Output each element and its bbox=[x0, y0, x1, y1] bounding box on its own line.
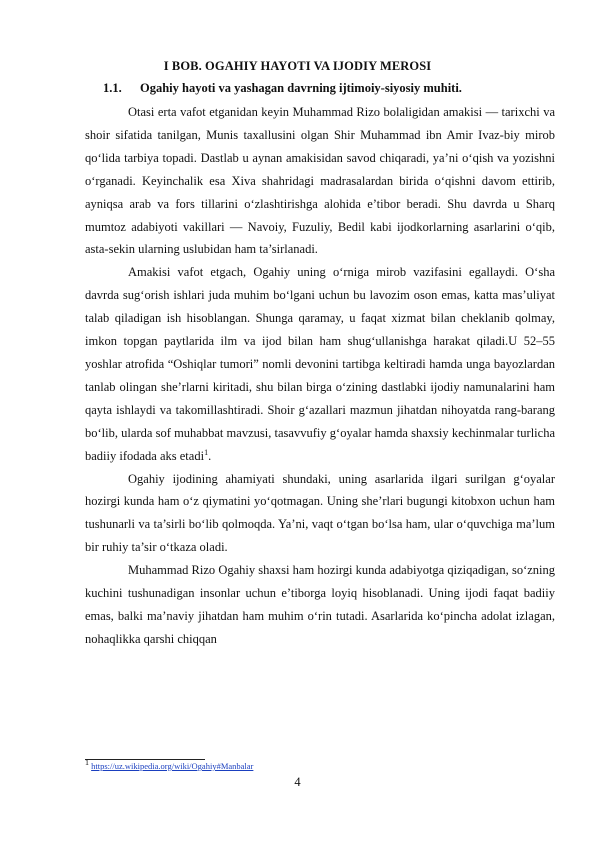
paragraph-text: Otasi erta vafot etganidan keyin Muhammad Rizo bolaligidan amakisi — tarixchi va shoir sifatida tanilgan, Munis taxallusini olgan Shir Muhammad ibn Amir Ivaz-biy mirob qo‘lida tarbiya topadi. Dastlab u aynan amakisidan savod chiqaradi, ya’ni o‘qish va yozishni o‘rganadi. Keyinchalik esa Xiva shahridagi madrasalardan birida o‘qishni davom ettirib, ayniqsa arab va fors tillarini o‘zlashtirishga alohida e’tibor beradi. Shu davrda u Sharq mumtoz adabiyoti vakillari — Navoiy, Fuzuliy, Bedil kabi ijodkorlarning asarlarini o‘qib, asta-sekin ularning uslubidan ham ta’sirlanadi. bbox=[85, 105, 555, 257]
paragraph bbox=[85, 468, 555, 560]
paragraph bbox=[85, 559, 555, 651]
body-text bbox=[85, 101, 555, 651]
section-number: 1.1. bbox=[103, 81, 122, 95]
footnote-link[interactable]: https://uz.wikipedia.org/wiki/Ogahiy#Manbalar bbox=[91, 761, 254, 771]
paragraph-text: Amakisi vafot etgach, Ogahiy uning o‘rniga mirob vazifasini egallaydi. O‘sha davrda sug‘orish ishlari juda muhim bo‘lgani uchun bu lavozim oson emas, katta mas’uliyat talab qiladigan ish hisoblangan. Shunga qaramay, u faqat xizmat bilan cheklanib qolmay, imkon topgan paytlarida ilm va ijod bilan ham shug‘ullanishga harakat qiladi.U 52–55 yoshlar atrofida “Oshiqlar tumori” nomli devonini tartibga keltiradi hamda unga bayozlardan tanlab olingan she’rlarni kiritadi, shu bilan birga o‘zining dastlabki ijodiy namunalarini ham qayta ishlaydi va takomillashtiradi. Shoir g‘azallari mazmun jihatdan nihoyatda rang-barang bo‘lib, ularda sof muhabbat mavzusi, tasavvufiy g‘oyalar hamda shaxsiy kechinmalar turlicha badiiy ifodada aks etadi bbox=[85, 265, 555, 463]
footnote-separator bbox=[85, 759, 205, 760]
chapter-title: I BOB. OGAHIY HAYOTI VA IJODIY MEROSI bbox=[163, 59, 432, 73]
section-title: Ogahiy hayoti va yashagan davrning ijtimoiy-siyosiy muhiti. bbox=[140, 81, 462, 95]
paragraph-text: Muhammad Rizo Ogahiy shaxsi ham hozirgi kunda adabiyotga qiziqadigan, so‘zning kuchini tushunadigan insonlar uchun e’tiborga loyiq hisoblanadi. Uning ijodi faqat badiiy emas, balki ma’naviy jihatdan ham muhim o‘rin tutadi. Asarlarida ko‘pincha adolat izlagan, nohaqlikka qarshi chiqqan bbox=[85, 563, 555, 646]
page-number: 4 bbox=[294, 775, 301, 789]
footnote bbox=[85, 758, 254, 771]
footnote-mark: 1 bbox=[85, 758, 89, 768]
paragraph: Amakisi vafot etgach, Ogahiy uning o‘rniga mirob vazifasini egallaydi. O‘sha davrda sug‘orish ishlari juda muhim bo‘lgani uchun bu lavozim oson emas, katta mas’uliyat talab qiladigan ish hisoblangan. Shunga qaramay, u faqat xizmat bilan cheklanib qolmay, imkon topgan paytlarida ilm va ijod bilan ham shug‘ullanishga harakat qiladi.U 52–55 yoshlar atrofida “Oshiqlar tumori” nomli devonini tartibga keltiradi hamda unga bayozlardan tanlab olingan she’rlarni kiritadi, shu bilan birga o‘zining dastlabki ijodiy namunalarini ham qayta ishlaydi va takomillashtiradi. Shoir g‘azallari mazmun jihatdan nihoyatda rang-barang bo‘lib, ularda sof muhabbat mavzusi, tasavvufiy g‘oyalar hamda shaxsiy kechinmalar turlicha badiiy ifodada aks etadi$^1$. bbox=[85, 265, 555, 463]
paragraph-text: Ogahiy ijodining ahamiyati shundaki, uning asarlarida ilgari surilgan g‘oyalar hozirgi kunda ham o‘z qiymatini yo‘qotmagan. Uning she’rlari bugungi kitobxon uchun ham tushunarli va ta’sirli bo‘lib qolmoqda. Ya’ni, vaqt o‘tgan bo‘lsa ham, ular o‘quvchiga ma’lum bir ruhiy ta’sir o‘tkaza oladi. bbox=[85, 471, 555, 555]
paragraph bbox=[85, 101, 555, 261]
section-heading bbox=[103, 81, 462, 96]
footnote-reference[interactable]: 1 bbox=[204, 447, 209, 457]
